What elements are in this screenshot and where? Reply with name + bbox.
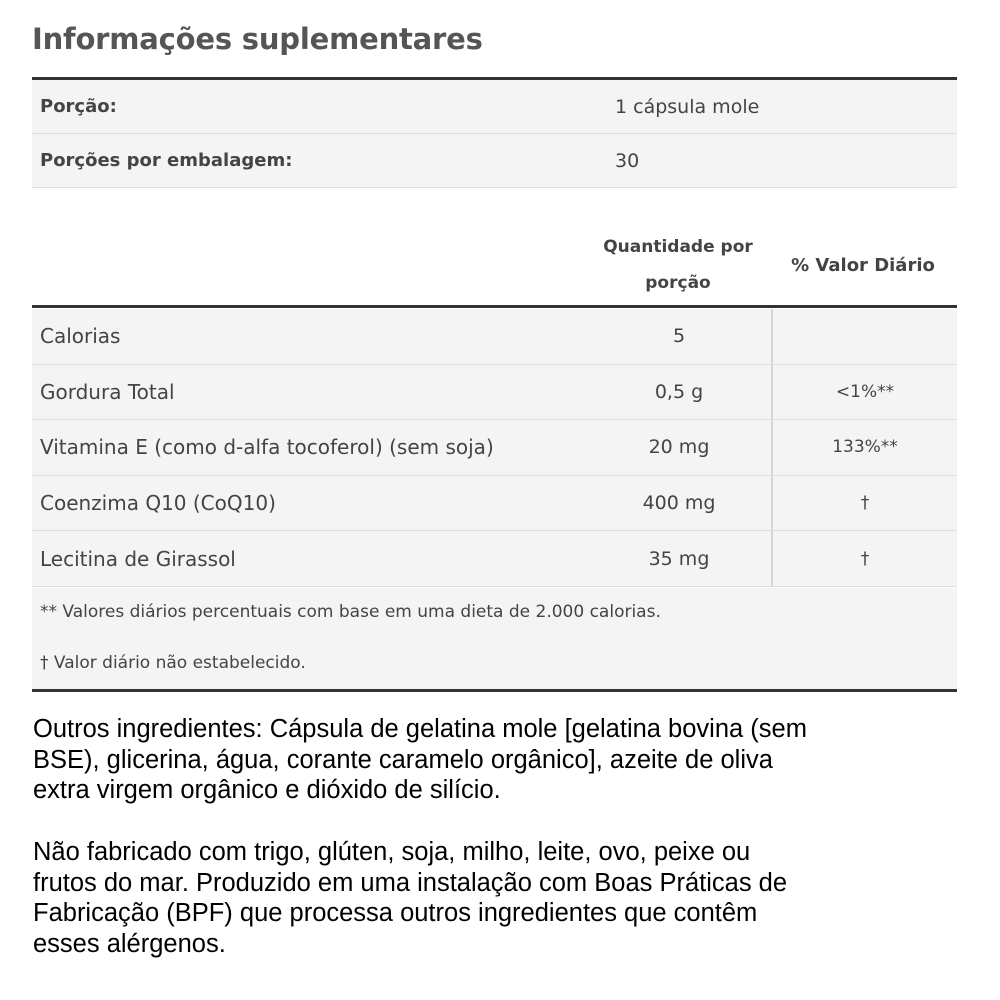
table-row: [32, 365, 957, 421]
daily-value-header: % Valor Diário: [791, 254, 935, 276]
allergen-statement: [33, 837, 963, 959]
nutrition-table: [32, 309, 957, 587]
footnote-daily-values: ** Valores diários percentuais com base em uma dieta de 2.000 calorias.: [40, 602, 661, 622]
serving-size-value: 1 cápsula mole: [615, 95, 760, 118]
servings-per-container-row: [32, 134, 957, 188]
amount-header-line1: Quantidade por: [603, 237, 753, 257]
allergen-line: esses alérgenos.: [33, 929, 226, 958]
nutrient-daily-value: [771, 309, 957, 364]
table-row: [32, 309, 957, 365]
other-ingredients-text: [33, 714, 963, 806]
nutrient-daily-value: <1%**: [771, 365, 957, 420]
other-ingredients-line: BSE), glicerina, água, corante caramelo orgânico], azeite de oliva: [33, 745, 773, 774]
table-header-divider: [32, 305, 957, 308]
nutrient-amount: 400 mg: [642, 492, 716, 515]
serving-size-label: Porção:: [40, 96, 117, 117]
table-footnotes: [32, 588, 957, 689]
amount-header-line2: porção: [645, 273, 711, 293]
footnote-not-established: † Valor diário não estabelecido.: [40, 653, 306, 673]
nutrient-amount: 35 mg: [648, 547, 710, 570]
serving-info: [32, 80, 957, 188]
allergen-line: Não fabricado com trigo, glúten, soja, milho, leite, ovo, peixe ou: [33, 838, 751, 866]
nutrient-name: Coenzima Q10 (CoQ10): [40, 491, 276, 516]
table-row: [32, 531, 957, 587]
nutrition-table-header: [32, 226, 957, 304]
table-row: [32, 476, 957, 532]
page-title: Informações suplementares: [32, 22, 483, 56]
nutrient-name: Vitamina E (como d-alfa tocoferol) (sem soja): [40, 435, 494, 460]
serving-size-row: [32, 80, 957, 134]
nutrient-amount: 0,5 g: [654, 380, 704, 403]
nutrient-daily-value: †: [771, 531, 957, 586]
nutrient-daily-value: 133%**: [771, 420, 957, 475]
allergen-line: frutos do mar. Produzido em uma instalação com Boas Práticas de: [33, 868, 788, 897]
nutrient-name: Lecitina de Girassol: [40, 546, 236, 571]
other-ingredients-line: Outros ingredientes: Cápsula de gelatina mole [gelatina bovina (sem: [33, 715, 807, 743]
nutrient-daily-value: †: [771, 476, 957, 531]
nutrient-amount: 20 mg: [648, 436, 710, 459]
other-ingredients-line: extra virgem orgânico e dióxido de silício.: [33, 776, 501, 804]
allergen-line: Fabricação (BPF) que processa outros ingredientes que contêm: [33, 899, 758, 927]
table-row: [32, 420, 957, 476]
amount-per-serving-header: [587, 229, 769, 301]
nutrient-amount: 5: [672, 325, 686, 348]
bottom-divider: [32, 689, 957, 692]
servings-per-container-value: 30: [615, 149, 640, 172]
nutrient-name: Gordura Total: [40, 379, 175, 404]
servings-per-container-label: Porções por embalagem:: [40, 150, 293, 171]
nutrient-name: Calorias: [40, 324, 121, 349]
